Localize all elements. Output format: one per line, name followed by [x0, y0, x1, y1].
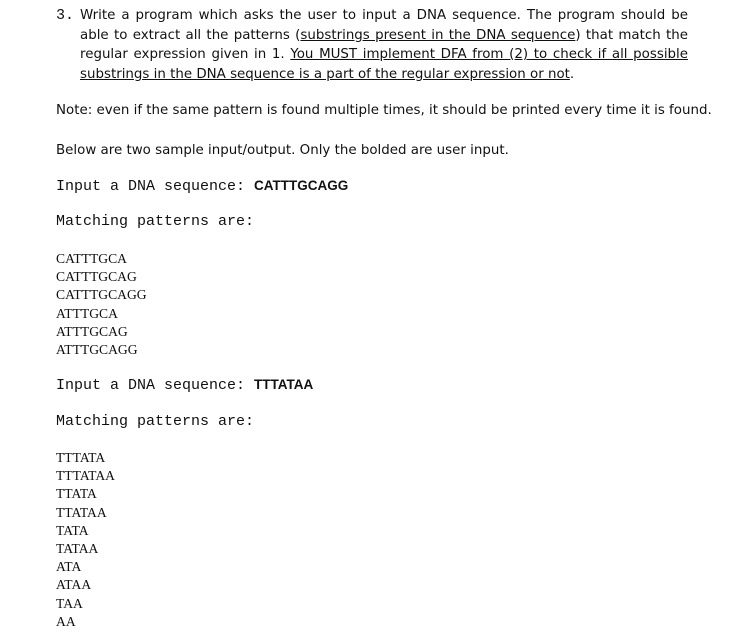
pattern-item: TTTATA [56, 450, 106, 465]
question-number: 3. [56, 7, 75, 24]
question-text-part2: ) that match the regular expression given in 1. [80, 27, 689, 62]
question-underline-substrings: substrings present in the DNA sequence [300, 27, 576, 43]
pattern-item: TAA [56, 595, 83, 611]
sample1-prompt: Input a DNA sequence: [56, 178, 255, 195]
sample1-matching-label: Matching patterns are: [56, 213, 255, 230]
pattern-item: TTATA [56, 486, 97, 502]
sample2-matching-label: Matching patterns are: [56, 413, 255, 430]
note-text: Note: even if the same pattern is found multiple times, it should be printed every time it is found. [56, 103, 712, 118]
pattern-item: CATTTGCA [56, 251, 127, 266]
question-underline-dfa-requirement: You MUST implement DFA from (2) to check if all possible substrings in the DNA sequence is a part of the regular expression or not [80, 47, 689, 82]
sample2-prompt: Input a DNA sequence: [56, 377, 255, 394]
pattern-item: TTTATAA [56, 468, 115, 484]
question-text [80, 6, 688, 84]
pattern-item: CATTTGCAG [56, 269, 137, 285]
pattern-item: TTATAA [56, 504, 107, 520]
sample2-user-input: TTTATAA [254, 377, 314, 392]
pattern-item: ATTTGCA [56, 305, 118, 321]
sample2-prompt-line [56, 376, 313, 395]
pattern-item: TATA [56, 522, 89, 538]
sample2-pattern-list [56, 449, 115, 631]
pattern-item: ATTTGCAGG [56, 341, 138, 357]
sample1-user-input: CATTTGCAGG [254, 178, 349, 193]
pattern-item: ATTTGCAG [56, 323, 128, 339]
pattern-item: ATAA [56, 577, 92, 593]
pattern-item: ATA [56, 559, 82, 575]
sample1-prompt-line [56, 177, 348, 196]
pattern-item: CATTTGCAGG [56, 287, 147, 303]
sample1-pattern-list [56, 250, 147, 359]
pattern-item: AA [56, 613, 76, 629]
sample-intro-text: Below are two sample input/output. Only the bolded are user input. [56, 143, 509, 158]
question-text-part1: Write a program which asks the user to input a DNA sequence. The program should be able to extract all the patterns ( [80, 8, 688, 43]
pattern-item: TATAA [56, 540, 99, 556]
question-text-part3: . [569, 66, 575, 82]
